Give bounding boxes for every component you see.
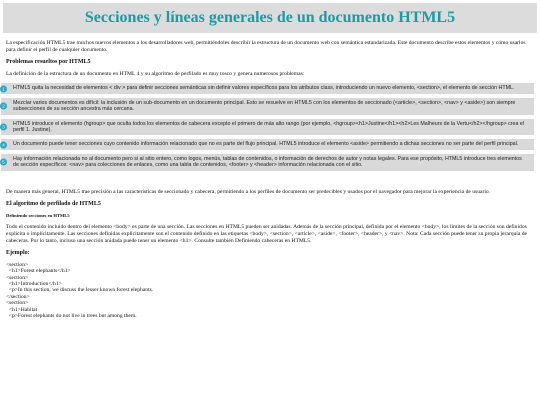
number-badge: 3: [0, 124, 7, 131]
problem-item: [1, 98, 534, 115]
intro-paragraph: La especificación HTML5 trae muchos nuevos elementos a los desarrolladores web, permitiéndoles describir la estructura de un documento web con semántica estandarizada. Este documento describe estos elementos y cómo usarlos para definir el perfil de cualquier documento.: [6, 40, 526, 53]
title-banner: [3, 3, 537, 33]
number-badge: 2: [0, 103, 7, 110]
problem-item: [1, 154, 534, 171]
problems-list: [1, 83, 534, 170]
problem-text: HTML5 introduce el elemento (hgroup> que oculta todos los elementos de cabecera excepto el primero de más alto rango (por ejemplo, <hgroup><h1>Justine</h1><h2>Les Malheurs de la Vertu</h2></hgroup> crea el perfil 1. Justine).: [13, 120, 525, 133]
summary-paragraph: De manera más general, HTML5 trae precisión a las características de seccionado y cabecera, permitiendo a los perfiles de documento ser predecibles y usados por el navegador para mejorar la experiencia de usuario.: [6, 188, 491, 195]
number-badge: 4: [0, 141, 7, 148]
problem-item: [1, 119, 534, 136]
algorithm-heading: El algoritmo de perfilado de HTML5: [6, 201, 101, 208]
problem-text: HTML5 quita la necesidad de elementos < div > para definir secciones semánticas sin definir valores específicos para los atributos class, introduciendo un nuevo elemento, <section>, el elemento de sección HTML.: [13, 85, 515, 92]
example-heading: Ejemplo:: [6, 250, 30, 257]
number-badge: 1: [0, 85, 7, 92]
problems-heading: Problemas resueltos por HTML5: [6, 59, 91, 66]
sections-paragraph: Todo el contenido incluido dentro del elemento <body> es parte de una sección. Las secciones en HTML5 pueden ser anidadas. Además de la sección principal, definida por el elemento <body>, los límites de la sección son definidos explícita o implícitamente. Las secciones definidas explícitamente son el contenido definido en las etiquetas <body>, <section>, <article>, <aside>, <footer>, <header>, y <nav>. Nota: Cada sección puede tener su propia jerarquía de cabeceras. Por lo tanto, incluso una sección anidada puede tener un elemento <h1>. Consulte también Definiendo cabeceras en HTML5.: [6, 224, 528, 244]
problem-text: Un documento puede tener secciones cuyo contenido información relacionado que no es parte del flujo principal. HTML5 introduce el elemento <aside> permitiendo a dichas secciones no ser parte del perfil principal.: [13, 141, 519, 148]
page-title: Secciones y líneas generales de un documento HTML5: [84, 9, 456, 26]
sections-heading: Definiendo secciones en HTML5: [6, 212, 70, 218]
spacer: [6, 179, 534, 189]
document-body: [2, 40, 534, 320]
number-badge: 5: [0, 159, 7, 166]
example-code: <section> <h1>Forest elephants</h1> <section> <h1>Introduction</h1> <p>In this section, we discuss the lesser known forest elephants. </section> <section> <h1>Habitat <p>Forest elephants do not live in trees but among them.: [6, 261, 154, 320]
problem-item: [1, 139, 534, 149]
problem-text: Hay información relacionada no al documento pero si al sitio entero, como logos, menús, tablas de contenidos, o información de derechos de autor y notas legales. Para ese propósito, HTML5 introduce tres elementos de sección específicos: <nav> para colecciones de enlaces, como una tabla de contenidos, <footer> y <header> información relacionada con el sitio.: [13, 155, 522, 169]
problem-item: [1, 83, 534, 93]
problems-intro: La definición de la estructura de un documento en HTML 4 y su algoritmo de perfilado es muy tosco y genera numerosos problemas:: [6, 70, 305, 77]
problem-text: Mezclar varios documentos es difícil: la inclusión de un sub-documento en un documento principal. Esto se resuelve en HTML5 con los elementos de seccionado (<article>, <section>, <nav> y <aside>) son siempre subsecciones de su sección ancestra más cercana.: [13, 99, 516, 113]
